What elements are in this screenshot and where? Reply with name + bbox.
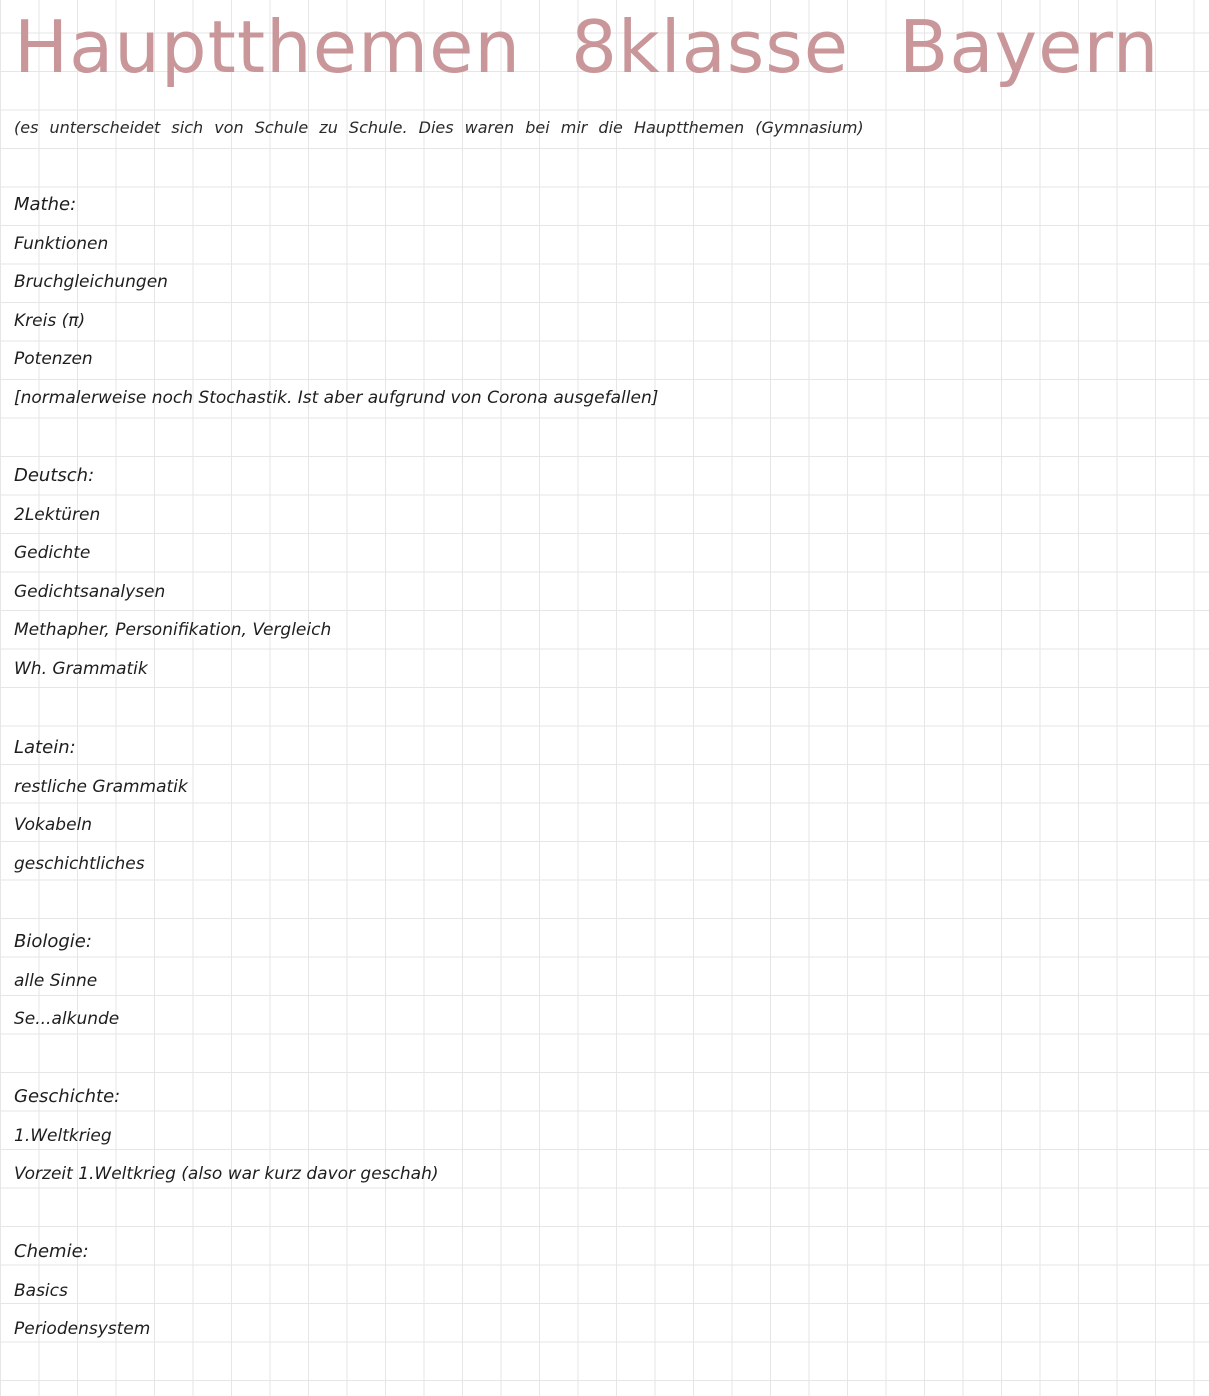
list-item: 2Lektüren [14,504,101,525]
section-geschichte [14,1078,439,1194]
list-item: Kreis (π) [14,310,86,331]
subtitle-note: (es unterscheidet sich von Schule zu Schule. Dies waren bei mir die Hauptthemen (Gymnasium) [14,118,864,137]
list-item: Se...alkunde [14,1009,120,1029]
list-item: Periodensystem [14,1319,151,1339]
section-mathe [14,186,658,417]
section-latein [14,729,188,883]
section-heading: Geschichte: [14,1086,121,1107]
list-item: Basics [14,1280,68,1301]
list-item: Methapher, Personifikation, Vergleich [14,620,332,640]
list-item: 1.Weltkrieg [14,1125,112,1146]
list-item: Vokabeln [14,815,93,835]
list-item: Gedichte [14,543,91,563]
list-item: Wh. Grammatik [14,658,148,679]
list-item: Potenzen [14,349,93,369]
list-item: geschichtliches [14,853,145,874]
section-heading: Biologie: [14,931,92,952]
section-chemie [14,1233,150,1349]
section-deutsch [14,457,331,688]
title-word-1: Hauptthemen [14,5,522,89]
list-item: Funktionen [14,233,109,254]
section-heading: Mathe: [14,194,77,215]
list-item: Bruchgleichungen [14,272,168,292]
section-heading: Latein: [14,737,76,758]
list-item: Vorzeit 1.Weltkrieg (also war kurz davor geschah) [14,1164,439,1184]
title-word-3: Bayern [899,5,1160,89]
list-item: [normalerweise noch Stochastik. Ist aber aufgrund von Corona ausgefallen] [14,387,659,408]
section-heading: Deutsch: [14,465,95,486]
page-title [14,4,1209,90]
list-item: Gedichtsanalysen [14,581,166,602]
list-item: restliche Grammatik [14,776,188,797]
title-word-2: 8klasse [571,5,850,89]
section-heading: Chemie: [14,1241,89,1262]
section-biologie [14,923,119,1039]
list-item: alle Sinne [14,970,98,991]
